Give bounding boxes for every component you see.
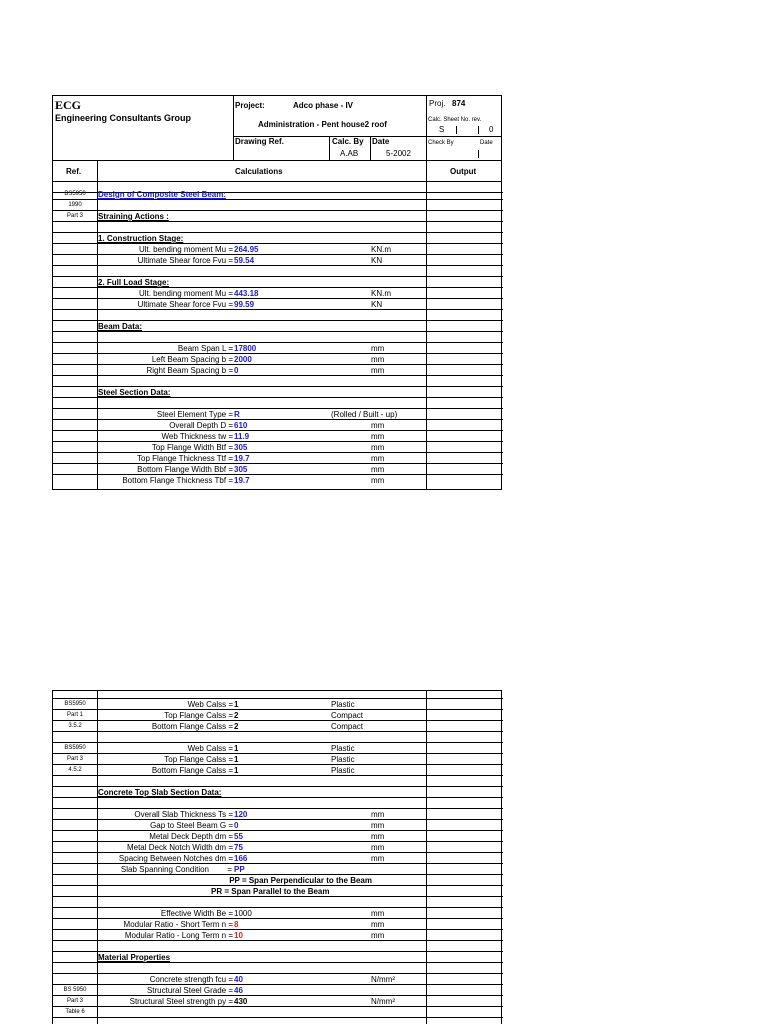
bot1-value: 2 (234, 722, 239, 731)
right-spacing-label: Right Beam Spacing b = (146, 366, 233, 375)
slab-heading: Concrete Top Slab Section Data: (98, 788, 222, 797)
web1-class: Plastic (331, 700, 355, 709)
sheet1-body (52, 181, 502, 490)
n-short-value: 8 (234, 920, 239, 929)
beam-data-heading: Beam Data: (98, 322, 143, 331)
straining-heading: Straining Actions : (98, 212, 169, 221)
mu2-label: Ult. bending moment Mu = (138, 289, 233, 298)
bot2-label: Bottom Flange Calss = (151, 766, 233, 775)
tbf-label: Bottom Flange Thickness Tbf = (122, 476, 233, 485)
span-value: 17800 (234, 344, 257, 353)
type-note: (Rolled / Built - up) (331, 410, 398, 419)
left-spacing-label: Left Beam Spacing b = (151, 355, 233, 364)
sheet-header (52, 95, 502, 161)
n-short-label: Modular Ratio - Short Term n = (123, 920, 233, 929)
mu2-unit: KN.m (371, 289, 391, 298)
calc-by-value: A.AB (340, 149, 359, 158)
top1-label: Top Flange Calss = (164, 711, 233, 720)
spanning-label: Slab Spanning Condition (120, 865, 209, 874)
fvu1-value: 59.54 (234, 256, 255, 265)
notch-spacing-value: 166 (234, 854, 248, 863)
bbf-value: 305 (234, 465, 248, 474)
grade-label: Structural Steel Grade = (146, 986, 233, 995)
steel-section-heading: Steel Section Data: (98, 388, 171, 397)
company-full: Engineering Consultants Group (55, 113, 192, 123)
ref-a-2: 3.5.2 (68, 723, 82, 729)
py-value: 430 (234, 997, 248, 1006)
span-label: Beam Span L = (177, 344, 233, 353)
check-date-label: Date (480, 140, 493, 146)
ref-b-0: BS5950 (64, 745, 86, 751)
ref-part: Part 3 (66, 213, 83, 219)
mu1-unit: KN.m (371, 245, 391, 254)
ref-a-0: BS5950 (64, 701, 86, 707)
tbf-value: 19.7 (234, 476, 250, 485)
depth-label: Overall Depth D = (169, 421, 233, 430)
fvu2-label: Ultimate Shear force Fvu = (137, 300, 233, 309)
bot2-class: Plastic (331, 766, 355, 775)
construction-heading: 1. Construction Stage: (98, 234, 184, 243)
ref-c-1: Part 3 (66, 998, 83, 1004)
tw-value: 11.9 (234, 432, 250, 441)
ref-c-0: BS 5950 (63, 987, 87, 993)
ts-value: 120 (234, 810, 248, 819)
pr-note: PR = Span Parallel to the Beam (211, 887, 330, 896)
left-spacing-value: 2000 (234, 355, 252, 364)
n-long-unit: mm (371, 931, 385, 940)
ref-a-1: Part 1 (66, 712, 83, 718)
tbf-unit: mm (371, 476, 385, 485)
bot1-label: Bottom Flange Calss = (151, 722, 233, 731)
type-value: R (234, 410, 240, 419)
web2-label: Web Calss = (187, 744, 233, 753)
depth-value: 610 (234, 421, 248, 430)
calc-sheet-label: Calc. Sheet No. rev. (428, 117, 482, 123)
top2-value: 1 (234, 755, 239, 764)
be-value: 1000 (234, 909, 252, 918)
calc-by-label: Calc. By (332, 137, 364, 146)
ref-b-2: 4.5.2 (68, 767, 82, 773)
mu1-label: Ult. bending moment Mu = (138, 245, 233, 254)
fvu2-value: 99.59 (234, 300, 255, 309)
date-label: Date (372, 137, 390, 146)
tw-label: Web Thickness tw = (161, 432, 233, 441)
be-label: Effective Width Be = (160, 909, 233, 918)
ts-label: Overall Slab Thickness Ts = (134, 810, 233, 819)
notch-width-unit: mm (371, 843, 385, 852)
mu1-value: 264.95 (234, 245, 259, 254)
n-short-unit: mm (371, 920, 385, 929)
gap-label: Gap to Steel Beam G = (150, 821, 233, 830)
company-short: ECG (55, 98, 82, 112)
span-unit: mm (371, 344, 385, 353)
left-spacing-unit: mm (371, 355, 385, 364)
fcu-value: 40 (234, 975, 243, 984)
sheet-rev: 0 (489, 125, 494, 134)
check-by-label: Check By (428, 140, 454, 146)
pp-note: PP = Span Perpendicular to the Beam (229, 876, 372, 885)
bot2-value: 1 (234, 766, 239, 775)
project-label: Project: (235, 101, 265, 110)
grade-value: 46 (234, 986, 243, 995)
depth-unit: mm (371, 421, 385, 430)
right-spacing-value: 0 (234, 366, 239, 375)
fvu2-unit: KN (371, 300, 383, 309)
right-spacing-unit: mm (371, 366, 385, 375)
column-header-row (52, 160, 502, 182)
dm-value: 55 (234, 832, 243, 841)
web2-value: 1 (234, 744, 239, 753)
top2-class: Plastic (331, 755, 355, 764)
material-heading: Material Properties (98, 953, 171, 962)
web2-class: Plastic (331, 744, 355, 753)
project-name: Adco phase - IV (293, 101, 354, 110)
n-long-label: Modular Ratio - Long Term n = (124, 931, 233, 940)
full-load-heading: 2. Full Load Stage: (98, 278, 170, 287)
fvu1-label: Ultimate Shear force Fvu = (137, 256, 233, 265)
proj-label: Proj. (429, 99, 446, 108)
fcu-unit: N/mm² (371, 975, 395, 984)
col-output: Output (450, 167, 477, 176)
n-long-value: 10 (234, 931, 243, 940)
dm-unit: mm (371, 832, 385, 841)
notch-spacing-label: Spacing Between Notches dm = (118, 854, 233, 863)
web1-label: Web Calss = (187, 700, 233, 709)
spanning-eq: = (227, 865, 232, 874)
top1-value: 2 (234, 711, 239, 720)
ref-year: 1990 (68, 202, 82, 208)
ref-c-2: Table 6 (65, 1009, 85, 1015)
ref-bs5950: BS5950 (64, 191, 86, 197)
bot1-class: Compact (331, 722, 364, 731)
spanning-value: PP (234, 865, 245, 874)
py-label: Structural Steel strength py = (129, 997, 233, 1006)
proj-no: 874 (452, 99, 466, 108)
ttf-label: Top Flange Thickness Ttf = (137, 454, 233, 463)
notch-width-value: 75 (234, 843, 243, 852)
ttf-unit: mm (371, 454, 385, 463)
dm-label: Metal Deck Depth dm = (149, 832, 233, 841)
type-label: Steel Element Type = (156, 410, 233, 419)
notch-width-label: Metal Deck Notch Width dm = (126, 843, 233, 852)
top1-class: Compact (331, 711, 364, 720)
ref-b-1: Part 3 (66, 756, 83, 762)
gap-value: 0 (234, 821, 239, 830)
gap-unit: mm (371, 821, 385, 830)
ts-unit: mm (371, 810, 385, 819)
col-calc: Calculations (235, 167, 283, 176)
tw-unit: mm (371, 432, 385, 441)
btf-label: Top Flange Width Btf = (151, 443, 233, 452)
subject: Administration - Pent house2 roof (258, 120, 387, 129)
mu2-value: 443.18 (234, 289, 259, 298)
bbf-unit: mm (371, 465, 385, 474)
ttf-value: 19.7 (234, 454, 250, 463)
drawing-ref-label: Drawing Ref. (235, 137, 284, 146)
top2-label: Top Flange Calss = (164, 755, 233, 764)
web1-value: 1 (234, 700, 239, 709)
design-title: Design of Composite Steel Beam: (98, 190, 227, 199)
fcu-label: Concrete strength fcu = (149, 975, 233, 984)
fvu1-unit: KN (371, 256, 383, 265)
date-value: 5-2002 (386, 149, 411, 158)
sheet-s: S (439, 125, 445, 134)
btf-unit: mm (371, 443, 385, 452)
py-unit: N/mm² (371, 997, 395, 1006)
notch-spacing-unit: mm (371, 854, 385, 863)
sheet2-body (52, 690, 502, 1024)
col-ref: Ref. (66, 167, 82, 176)
be-unit: mm (371, 909, 385, 918)
btf-value: 305 (234, 443, 248, 452)
bbf-label: Bottom Flange Width Bbf = (137, 465, 233, 474)
